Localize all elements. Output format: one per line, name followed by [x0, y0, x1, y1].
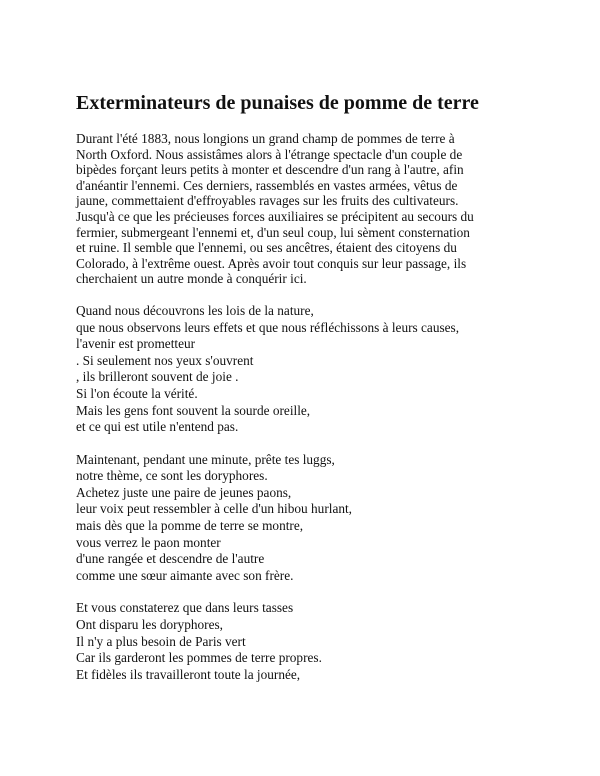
poem-line: leur voix peut ressembler à celle d'un hibou hurlant,: [76, 501, 353, 517]
poem-line: Maintenant, pendant une minute, prête tes luggs,: [76, 451, 335, 467]
poem-line: , ils brilleront souvent de joie .: [76, 369, 239, 385]
document-page: [76, 91, 546, 683]
intro-line: North Oxford. Nous assistâmes alors à l'étrange spectacle d'un couple de: [76, 146, 463, 162]
intro-line: Colorado, à l'extrême ouest. Après avoir tout conquis sur leur passage, ils: [76, 255, 467, 271]
intro-line: Durant l'été 1883, nous longions un grand champ de pommes de terre à: [76, 131, 455, 146]
intro-paragraph: [76, 131, 546, 287]
intro-line: d'anéantir l'ennemi. Ces derniers, rassemblés en vastes armées, vêtus de: [76, 177, 458, 193]
intro-line: cherchaient un autre monde à conquérir ici.: [76, 271, 307, 287]
poem-line: d'une rangée et descendre de l'autre: [76, 551, 265, 567]
poem-line: Et vous constaterez que dans leurs tasses: [76, 600, 294, 616]
page-title: Exterminateurs de punaises de pomme de terre: [76, 92, 479, 114]
poem-line: Ont disparu les doryphores,: [76, 617, 223, 633]
poem-line: Et fidèles ils travailleront toute la journée,: [76, 666, 301, 682]
poem-line: Car ils garderont les pommes de terre propres.: [76, 650, 322, 666]
poem-line: Si l'on écoute la vérité.: [76, 385, 198, 401]
poem-line: comme une sœur aimante avec son frère.: [76, 567, 294, 583]
intro-line: et ruine. Il semble que l'ennemi, ou ses ancêtres, étaient des citoyens du: [76, 240, 457, 256]
poem-line: et ce qui est utile n'entend pas.: [76, 419, 239, 435]
poem-line: Achetez juste une paire de jeunes paons,: [76, 484, 292, 500]
intro-line: bipèdes forçant leurs petits à monter et descendre d'un rang à l'autre, afin: [76, 162, 464, 178]
intro-line: Jusqu'à ce que les précieuses forces auxiliaires se précipitent au secours du: [76, 208, 474, 224]
intro-line: fermier, submergeant l'ennemi et, d'un seul coup, lui sèment consternation: [76, 224, 470, 240]
poem-line: notre thème, ce sont les doryphores.: [76, 468, 268, 484]
poem-line: . Si seulement nos yeux s'ouvrent: [76, 352, 254, 368]
poem-stanza-2: [76, 452, 546, 585]
poem-line: Quand nous découvrons les lois de la nature,: [76, 302, 314, 318]
poem-line: vous verrez le paon monter: [76, 534, 221, 550]
poem-stanza-3: [76, 600, 546, 683]
poem-line: Il n'y a plus besoin de Paris vert: [76, 633, 246, 649]
poem-line: Mais les gens font souvent la sourde oreille,: [76, 402, 311, 418]
intro-line: jaune, commettaient d'effroyables ravages sur les fruits des cultivateurs.: [76, 193, 459, 209]
poem-line: l'avenir est prometteur: [76, 336, 196, 352]
poem-stanza-1: [76, 303, 546, 436]
poem-line: mais dès que la pomme de terre se montre,: [76, 518, 304, 534]
poem-line: que nous observons leurs effets et que nous réfléchissons à leurs causes,: [76, 319, 460, 335]
